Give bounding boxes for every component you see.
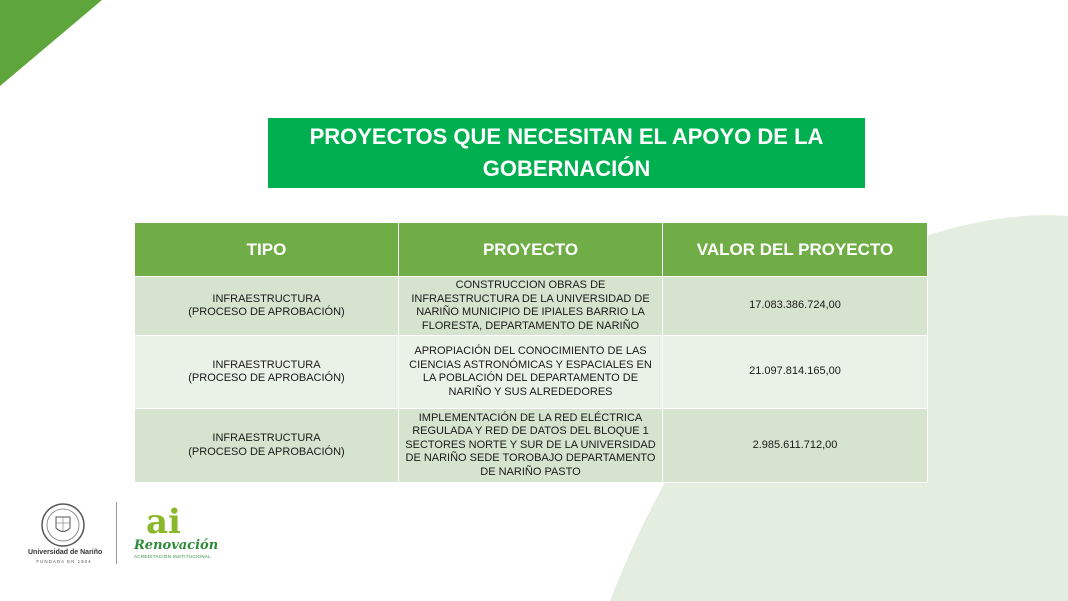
ai-logo [146,502,181,542]
ai-letters: ai [146,502,181,542]
estado-label: (PROCESO DE APROBACIÓN) [188,306,345,318]
cell-proyecto: CONSTRUCCION OBRAS DE INFRAESTRUCTURA DE LA UNIVERSIDAD DE NARIÑO MUNICIPIO DE IPIALES BARRIO LA FLORESTA, DEPARTAMENTO DE NARIÑO [399,277,663,336]
footer-logos [28,500,218,570]
cell-tipo [135,277,399,336]
table-row [135,277,928,336]
cell-proyecto: IMPLEMENTACIÓN DE LA RED ELÉCTRICA REGULADA Y RED DE DATOS DEL BLOQUE 1 SECTORES NORTE Y SUR DE LA UNIVERSIDAD DE NARIÑO SEDE TOROBAJO DEPARTAMENTO DE NARIÑO PASTO [399,409,663,483]
estado-label: (PROCESO DE APROBACIÓN) [188,372,345,384]
table-header-row [135,223,928,277]
tipo-label: INFRAESTRUCTURA [212,358,321,371]
table-row [135,409,928,483]
cell-tipo [135,409,399,483]
tipo-label: INFRAESTRUCTURA [212,292,321,305]
tipo-label: INFRAESTRUCTURA [212,432,321,444]
university-name: Universidad de Nariño [28,549,103,556]
cell-valor: 2.985.611.712,00 [663,409,928,483]
header-proyecto: PROYECTO [399,223,663,277]
university-seal-icon [40,502,86,548]
projects-table [134,222,928,483]
logo-divider [116,502,117,564]
renovacion-subtitle: ACREDITACIÓN INSTITUCIONAL [134,554,211,559]
header-tipo: TIPO [135,223,399,277]
cell-valor: 21.097.814.165,00 [663,336,928,409]
renovacion-logo-text: Renovación [134,538,219,553]
header-valor: VALOR DEL PROYECTO [663,223,928,277]
university-founded: FUNDADA EN 1904 [36,559,92,564]
cell-proyecto: APROPIACIÓN DEL CONOCIMIENTO DE LAS CIENCIAS ASTRONÓMICAS Y ESPACIALES EN LA POBLACIÓN DEL DEPARTAMENTO DE NARIÑO Y SUS ALREDEDORES [399,336,663,409]
estado-label: (PROCESO DE APROBACIÓN) [188,445,345,458]
table-row [135,336,928,409]
cell-valor: 17.083.386.724,00 [663,277,928,336]
page-title: PROYECTOS QUE NECESITAN EL APOYO DE LA GOBERNACIÓN [268,118,865,188]
cell-tipo [135,336,399,409]
